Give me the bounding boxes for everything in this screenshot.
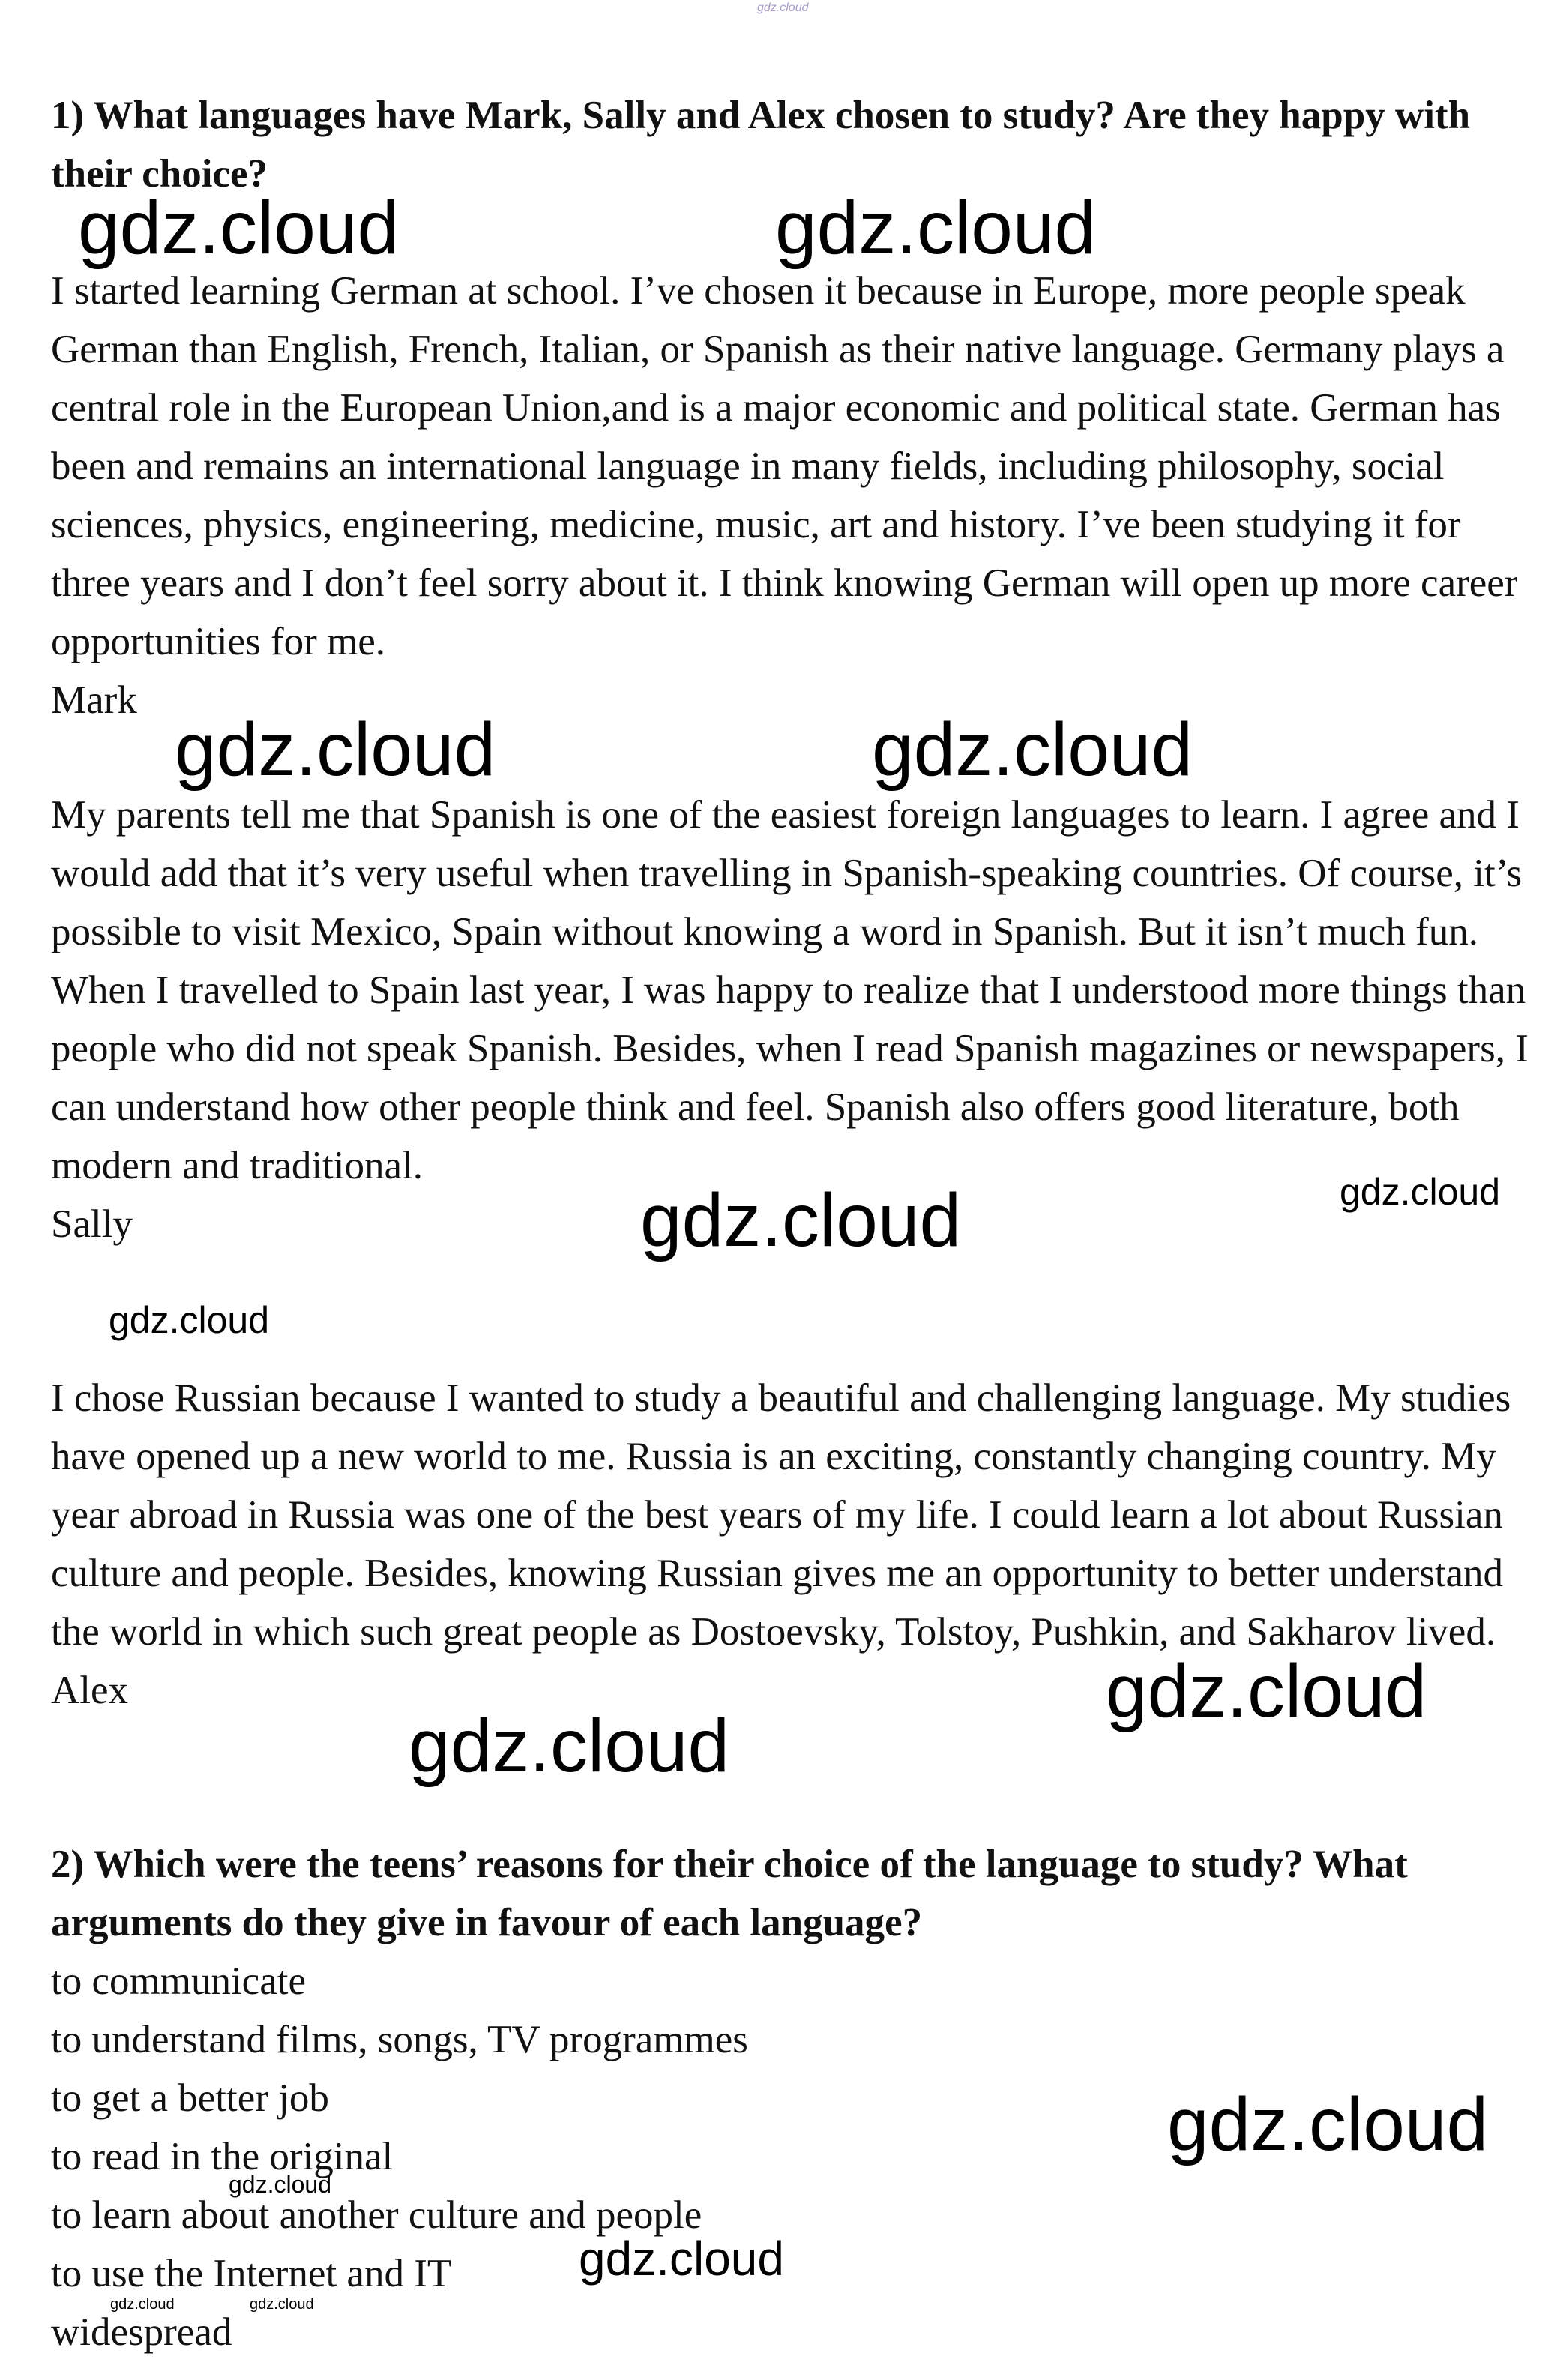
reason-item: to understand films, songs, TV programmes xyxy=(51,2018,748,2061)
sally-signature: Sally xyxy=(51,1202,133,1246)
reason-item: widespread xyxy=(51,2310,232,2354)
watermark: gdz.cloud xyxy=(110,2296,175,2313)
watermark: gdz.cloud xyxy=(1340,1171,1501,1213)
mark-signature: Mark xyxy=(51,678,137,722)
watermark: gdz.cloud xyxy=(640,1178,962,1262)
question-2-text: 2) Which were the teens’ reasons for their choice of the language to study? What arguments do they give in favour of each language? xyxy=(51,1843,1408,1944)
watermark: gdz.cloud xyxy=(78,186,400,270)
alex-signature: Alex xyxy=(51,1669,129,1712)
top-watermark: gdz.cloud xyxy=(757,1,809,14)
watermark: gdz.cloud xyxy=(229,2171,331,2198)
watermark: gdz.cloud xyxy=(579,2232,784,2286)
watermark: gdz.cloud xyxy=(872,708,1193,792)
mark-paragraph: I started learning German at school. I’ve chosen it because in Europe, more people speak German than English, French, Italian, or Spanish as their native language. Germany plays a central role in the European Union,and is a major economic and political state. German has been and remains an international language in many fields, including philosophy, social sciences, physics, engineering, medicine, music, art and history. I’ve been studying it for three years and I don’t feel sorry about it. I think knowing German will open up more career opportunities for me. xyxy=(51,269,1518,663)
reason-item: to get a better job xyxy=(51,2076,329,2120)
alex-paragraph: I chose Russian because I wanted to study a beautiful and challenging language. My studies have opened up a new world to me. Russia is an exciting, constantly changing country. My year abroad in Russia was one of the best years of my life. I could learn a lot about Russian culture and people. Besides, knowing Russian gives me an opportunity to better understand the world in which such great people as Dostoevsky, Tolstoy, Pushkin, and Sakharov lived. xyxy=(51,1376,1511,1654)
watermark: gdz.cloud xyxy=(250,2296,314,2313)
mark-answer xyxy=(51,262,1543,729)
watermark: gdz.cloud xyxy=(409,1704,730,1788)
reason-item: to communicate xyxy=(51,1959,306,2003)
reason-item: to learn about another culture and people xyxy=(51,2193,702,2237)
watermark: gdz.cloud xyxy=(1106,1649,1427,1733)
reason-item: to use the Internet and IT xyxy=(51,2252,452,2295)
watermark: gdz.cloud xyxy=(1167,2082,1489,2166)
sally-paragraph: My parents tell me that Spanish is one of the easiest foreign languages to learn. I agree and I would add that it’s very useful when travelling in Spanish-speaking countries. Of course, it’s possible to visit Mexico, Spain without knowing a word in Spanish. But it isn’t much fun. When I travelled to Spain last year, I was happy to realize that I understood more things than people who did not speak Spanish. Besides, when I read Spanish magazines or newspapers, I can understand how other people think and feel. Spanish also offers good literature, both modern and traditional. xyxy=(51,793,1529,1187)
watermark: gdz.cloud xyxy=(775,186,1097,270)
watermark: gdz.cloud xyxy=(175,708,496,792)
question-1-text: 1) What languages have Mark, Sally and Alex chosen to study? Are they happy with their choice? xyxy=(51,94,1471,196)
watermark: gdz.cloud xyxy=(109,1299,270,1341)
reason-item: to read in the original xyxy=(51,2135,394,2178)
